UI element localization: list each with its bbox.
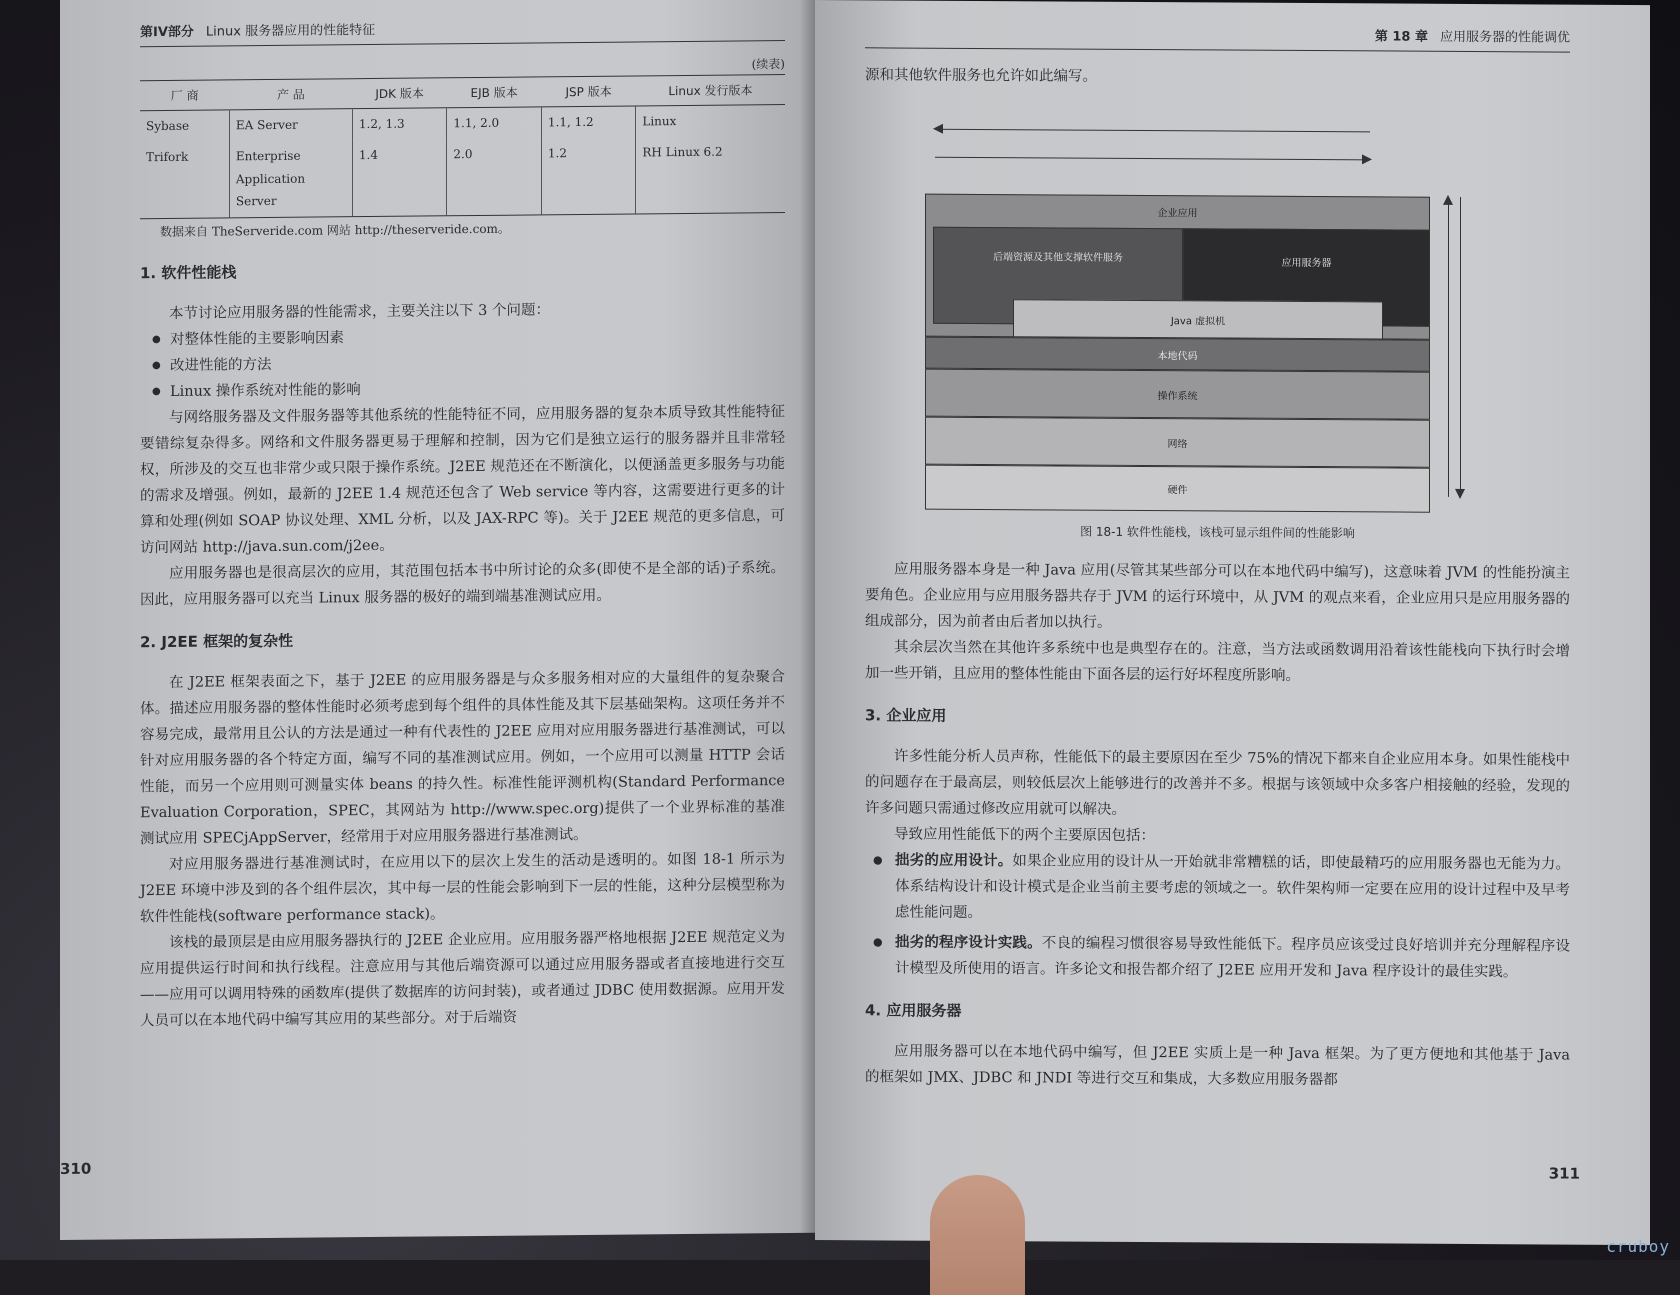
table-cell: 1.1, 1.2 <box>541 106 636 138</box>
left-header-title: Linux 服务器应用的性能特征 <box>205 22 376 40</box>
table-row <box>140 136 785 219</box>
paragraph: 该栈的最顶层是由应用服务器执行的 J2EE 企业应用。应用服务器严格地根据 J2EE 规范定义为应用提供运行时间和执行线程。注意应用与其他后端资源可以通过应用服务器或者直接地进行交互——应用可以调用特殊的函数库(提供了数据库的访问封装)，或者通过 JDBC 使用数据源。应用开发人员可以在本地代码中编写其应用的某些部分。对于后端资 <box>140 929 785 1030</box>
table-cell: 1.2 <box>541 137 636 215</box>
table-cell: 1.4 <box>352 139 447 217</box>
table-header: JSP 版本 <box>541 76 636 107</box>
layer-label: 操作系统 <box>1157 390 1198 402</box>
right-page <box>815 0 1650 1245</box>
list-item: ● 对整体性能的主要影响因素 <box>170 321 785 353</box>
paragraph: 导致应用性能低下的两个主要原因包括： <box>894 826 1155 845</box>
layer-label: 企业应用 <box>1157 208 1198 220</box>
paragraph: 许多性能分析人员声称，性能低下的最主要原因在至少 75%的情况下都来自企业应用本身。如果性能栈中的问题存在于最高层，则较低层次上能够进行的改善并不多。根据与该领域中众多客户相接触的经验，发现的许多问题只需通过修改应用就可以解决。 <box>865 748 1570 818</box>
layer-label: 本地代码 <box>1157 350 1198 362</box>
right-running-head <box>865 22 1570 52</box>
thumb <box>930 1175 1025 1295</box>
left-arrow <box>935 129 1370 133</box>
paragraph: 源和其他软件服务也允许如此编写。 <box>865 67 1097 85</box>
paragraph: 其余层次当然在其他许多系统中也是典型存在的。注意，当方法或函数调用沿着该性能栈向下执行时会增加一些开销，且应用的整体性能由下面各层的运行好坏程度所影响。 <box>865 639 1570 684</box>
table-cell: Sybase <box>146 118 190 134</box>
table-header: 厂 商 <box>140 80 229 111</box>
paragraph: 应用服务器也是很高层次的应用，其范围包括本书中所讨论的众多(即使不是全部的话)子系统。因此，应用服务器可以充当 Linux 服务器的极好的端到端基准测试应用。 <box>140 560 785 609</box>
paragraph: 应用服务器可以在本地代码中编写，但 J2EE 实质上是一种 Java 框架。为了更方便地和其他基于 Java 的框架如 JMX、JDBC 和 JNDI 等进行交互和集成，大多数应用服务器都 <box>865 1043 1570 1089</box>
paragraph: 在 J2EE 框架表面之下，基于 J2EE 的应用服务器是与众多服务相对应的大量组件的复杂聚合体。描述应用服务器的整体性能时必须考虑到每个组件的具体性能及其下层基础架构。这项任务并不容易完成，最常用且公认的方法是通过一种有代表性的 J2EE 应用对应用服务器进行基准测试，可以针对应用服务器的各个特定方面，编写不同的基准测试应用。例如，一个应用可以测量 HTTP 会话性能，而另一个应用则可测量实体 beans 的持久性。标准性能评测机构(Standard Performance Evaluation Corporation，SPEC，其网站为 http://www.spec.org)提供了一个业界标准的基准测试应用 SPECjAppServer，经常用于对应用服务器进行基准测试。 <box>140 669 785 848</box>
table-cell: 1.2, 1.3 <box>352 108 447 140</box>
section-title: 2. J2EE 框架的复杂性 <box>140 631 294 652</box>
table-cell: 1.1, 2.0 <box>447 107 542 139</box>
right-arrow <box>935 157 1370 161</box>
vendor-table <box>140 74 785 219</box>
table-header: Linux 发行版本 <box>636 75 785 106</box>
table-continued-note: (续表) <box>751 57 785 72</box>
watermark: cruboy <box>1606 1237 1670 1256</box>
layer-operating-system <box>925 369 1430 420</box>
down-arrow <box>1460 197 1461 497</box>
list-item <box>895 847 1570 929</box>
section-title: 4. 应用服务器 <box>865 1001 962 1020</box>
list-item <box>895 929 1570 985</box>
layer-network <box>925 417 1430 468</box>
bullet-list <box>140 321 785 405</box>
table-source-note: 数据来自 TheServeride.com 网站 http://theserveride.com。 <box>160 221 510 240</box>
layer-native-code <box>925 337 1430 372</box>
table-header: 产 品 <box>229 79 352 110</box>
table-cell: Linux <box>636 105 785 138</box>
table-header: EJB 版本 <box>447 77 542 108</box>
list-item: ● 改进性能的方法 <box>170 347 785 379</box>
list-item: ● Linux 操作系统对性能的影响 <box>170 373 785 405</box>
layer-label: 应用服务器 <box>1281 257 1332 270</box>
right-header-chapter: 第 18 章 <box>1374 29 1428 45</box>
left-header-part: 第IV部分 <box>140 24 194 41</box>
right-header-title: 应用服务器的性能调优 <box>1439 29 1570 46</box>
bullet-lead: 拙劣的程序设计实践。 <box>895 934 1042 952</box>
section-title: 3. 企业应用 <box>865 706 947 725</box>
bullet-lead: 拙劣的应用设计。 <box>895 852 1013 870</box>
table-header: JDK 版本 <box>352 78 447 109</box>
page-number: 310 <box>60 1159 92 1178</box>
layer-label: Java 虚拟机 <box>1170 315 1226 328</box>
bullet-text: 如果企业应用的设计从一开始就非常糟糕的话，即使最精巧的应用服务器也无能为力。体系结构设计和设计模式是企业当前主要考虑的领域之一。软件架构师一定要在应用的设计过程中及早考虑性能问题。 <box>895 853 1570 922</box>
paragraph: 对应用服务器进行基准测试时，在应用以下的层次上发生的活动是透明的。如图 18-1 所示为 J2EE 环境中涉及到的各个组件层次，其中每一层的性能会影响到下一层的性能，这种分层模型称为软件性能栈(software performance stack)。 <box>140 851 785 926</box>
layer-label: 网络 <box>1167 438 1188 450</box>
layer-jvm <box>1013 299 1383 339</box>
software-stack-figure <box>885 98 1465 517</box>
table-cell: Trifork <box>140 141 229 219</box>
table-cell: Enterprise Application Server <box>229 140 352 218</box>
figure-caption: 图 18-1 软件性能栈，该栈可显示组件间的性能影响 <box>1080 524 1355 541</box>
layer-label: 硬件 <box>1167 485 1188 497</box>
left-page <box>60 0 815 1240</box>
paragraph: 与网络服务器及文件服务器等其他系统的性能特征不同，应用服务器的复杂本质导致其性能特征要错综复杂得多。网络和文件服务器更易于理解和控制，因为它们是独立运行的服务器并且非常轻权，所涉及的交互也非常少或只限于操作系统。J2EE 规范还在不断演化，以便涵盖更多服务与功能的需求及增强。例如，最新的 J2EE 1.4 规范还包含了 Web service 等内容，这需要进行更多的计算和处理(例如 SOAP 协议处理、XML 分析，以及 JAX-RPC 等)。关于 J2EE 规范的更多信息，可访问网站 http://java.sun.com/j2ee。 <box>140 404 785 557</box>
layer-hardware <box>925 465 1430 513</box>
up-arrow <box>1448 197 1449 497</box>
left-running-head <box>140 15 785 47</box>
paragraph: 本节讨论应用服务器的性能需求，主要关注以下 3 个问题： <box>169 302 550 323</box>
table-cell: RH Linux 6.2 <box>636 136 785 214</box>
table-cell: 2.0 <box>447 138 542 216</box>
bullet-text: 不良的编程习惯很容易导致性能低下。程序员应该受过良好培训并充分理解程序设计模型及所使用的语言。许多论文和报告都介绍了 J2EE 应用开发和 Java 程序设计的最佳实践。 <box>895 935 1571 981</box>
bullet-list <box>865 847 1570 985</box>
section-title: 1. 软件性能栈 <box>140 263 237 283</box>
table-cell: EA Server <box>229 109 352 141</box>
paragraph: 应用服务器本身是一种 Java 应用(尽管其某些部分可以在本地代码中编写)，这意味着 JVM 的性能扮演主要角色。企业应用与应用服务器共存于 JVM 的运行环境中，从 JVM 的观点来看，企业应用只是应用服务器的组成部分，因为前者由后者加以执行。 <box>865 561 1571 631</box>
page-number: 311 <box>1548 1164 1580 1183</box>
layer-label: 后端资源及其他支撑软件服务 <box>993 252 1123 264</box>
